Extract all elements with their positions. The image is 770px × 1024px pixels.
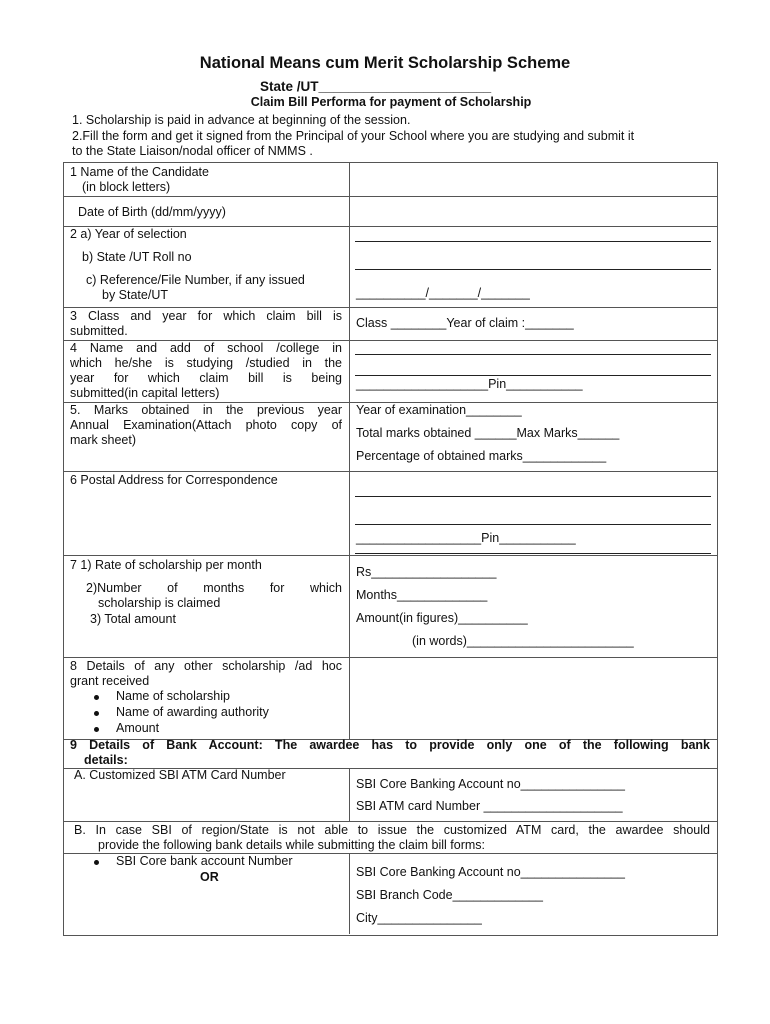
class-year-field[interactable]: Class ________Year of claim :_______ bbox=[356, 316, 574, 330]
reference-number-field[interactable]: __________/_______/_______ bbox=[356, 286, 530, 300]
other-scholarship-label: 8 Details of any other scholarship /ad hoc bbox=[70, 659, 342, 673]
postal-address-line-1[interactable] bbox=[355, 496, 711, 497]
class-year-label: 3 Class and year for which claim bill is bbox=[70, 309, 342, 323]
candidate-name-hint: (in block letters) bbox=[82, 180, 171, 194]
row-divider bbox=[64, 471, 717, 472]
instruction-1: 1. Scholarship is paid in advance at beginning of the session. bbox=[72, 113, 411, 127]
school-pin-field[interactable]: ___________________Pin___________ bbox=[356, 377, 583, 391]
reference-number-label: c) Reference/File Number, if any issued bbox=[86, 273, 305, 287]
months-label: 2)Number of months for which bbox=[86, 581, 342, 595]
row-divider bbox=[64, 307, 717, 308]
instruction-2: 2.Fill the form and get it signed from the Principal of your School where you are studying and submit it bbox=[72, 128, 635, 143]
marks-label-3: mark sheet) bbox=[70, 433, 136, 447]
roll-no-field[interactable] bbox=[355, 269, 711, 270]
sbi-core-account-field[interactable]: SBI Core Banking Account no_______________ bbox=[356, 777, 625, 791]
claim-form-table bbox=[63, 162, 718, 936]
roll-no-label: b) State /UT Roll no bbox=[82, 250, 192, 264]
form-title: National Means cum Merit Scholarship Scheme bbox=[199, 54, 571, 72]
amount-words-field[interactable]: (in words)________________________ bbox=[412, 634, 634, 648]
school-address-line-2[interactable] bbox=[355, 375, 711, 376]
sbi-branch-code-field[interactable]: SBI Branch Code_____________ bbox=[356, 888, 543, 902]
sbi-alternative-note: B. In case SBI of region/State is not able to issue the customized ATM card, the awardee should bbox=[74, 823, 710, 837]
postal-address-label: 6 Postal Address for Correspondence bbox=[70, 473, 278, 487]
exam-year-field[interactable]: Year of examination________ bbox=[356, 403, 522, 417]
column-divider bbox=[349, 768, 350, 821]
bullet-icon bbox=[94, 711, 99, 716]
school-address-label-2: which he/she is studying /studied in the bbox=[70, 356, 342, 370]
bullet-icon bbox=[94, 727, 99, 732]
dob-label: Date of Birth (dd/mm/yyyy) bbox=[78, 205, 226, 219]
rate-field[interactable]: Rs__________________ bbox=[356, 565, 497, 579]
amount-figures-field[interactable]: Amount(in figures)__________ bbox=[356, 611, 528, 625]
sbi-atm-card-field[interactable]: SBI ATM card Number ____________________ bbox=[356, 799, 623, 813]
row-divider bbox=[64, 555, 717, 556]
postal-pin-field[interactable]: __________________Pin___________ bbox=[356, 531, 576, 545]
percentage-field[interactable]: Percentage of obtained marks____________ bbox=[356, 449, 607, 463]
marks-label: 5. Marks obtained in the previous year bbox=[70, 403, 342, 417]
other-scholarship-label-2: grant received bbox=[70, 674, 150, 688]
months-label-2: scholarship is claimed bbox=[98, 596, 221, 610]
rate-label: 7 1) Rate of scholarship per month bbox=[70, 558, 262, 572]
instruction-3: to the State Liaison/nodal officer of NMMS . bbox=[72, 144, 313, 158]
marks-label-2: Annual Examination(Attach photo copy of bbox=[70, 418, 342, 432]
row-divider bbox=[64, 657, 717, 658]
form-subtitle: Claim Bill Performa for payment of Scholarship bbox=[250, 95, 532, 109]
sbi-alternative-note-2: provide the following bank details while submitting the claim bill forms: bbox=[98, 838, 485, 852]
sbi-atm-label: A. Customized SBI ATM Card Number bbox=[74, 768, 286, 782]
postal-address-line-3[interactable] bbox=[355, 553, 711, 554]
bullet-icon bbox=[94, 860, 99, 865]
school-address-line-1[interactable] bbox=[355, 354, 711, 355]
candidate-name-label: 1 Name of the Candidate bbox=[70, 165, 209, 179]
year-of-selection-label: 2 a) Year of selection bbox=[70, 227, 187, 241]
school-address-label: 4 Name and add of school /college in bbox=[70, 341, 342, 355]
city-field[interactable]: City_______________ bbox=[356, 911, 482, 925]
instructions bbox=[72, 113, 722, 160]
bank-details-heading: 9 Details of Bank Account: The awardee has to provide only one of the following bank bbox=[70, 738, 710, 752]
postal-address-line-2[interactable] bbox=[355, 524, 711, 525]
class-year-label-2: submitted. bbox=[70, 324, 128, 338]
sbi-core-bank-item: SBI Core bank account Number bbox=[116, 854, 293, 868]
months-field[interactable]: Months_____________ bbox=[356, 588, 488, 602]
total-amount-label: 3) Total amount bbox=[90, 612, 176, 626]
school-address-label-3: year for which claim bill is being bbox=[70, 371, 342, 385]
awarding-authority-item: Name of awarding authority bbox=[116, 705, 269, 719]
total-marks-field[interactable]: Total marks obtained ______Max Marks______ bbox=[356, 426, 620, 440]
row-divider bbox=[64, 821, 717, 822]
row-divider bbox=[64, 196, 717, 197]
bank-details-heading-2: details: bbox=[84, 753, 128, 767]
scholarship-name-item: Name of scholarship bbox=[116, 689, 230, 703]
school-address-label-4: submitted(in capital letters) bbox=[70, 386, 220, 400]
column-divider bbox=[349, 163, 350, 739]
reference-number-label-2: by State/UT bbox=[102, 288, 168, 302]
amount-item: Amount bbox=[116, 721, 160, 735]
year-of-selection-field[interactable] bbox=[355, 241, 711, 242]
sbi-core-account-field-b[interactable]: SBI Core Banking Account no_______________ bbox=[356, 865, 625, 879]
column-divider bbox=[349, 853, 350, 934]
or-label: OR bbox=[200, 870, 219, 884]
state-ut-line: State /UT_______________________ bbox=[260, 79, 492, 94]
bullet-icon bbox=[94, 695, 99, 700]
